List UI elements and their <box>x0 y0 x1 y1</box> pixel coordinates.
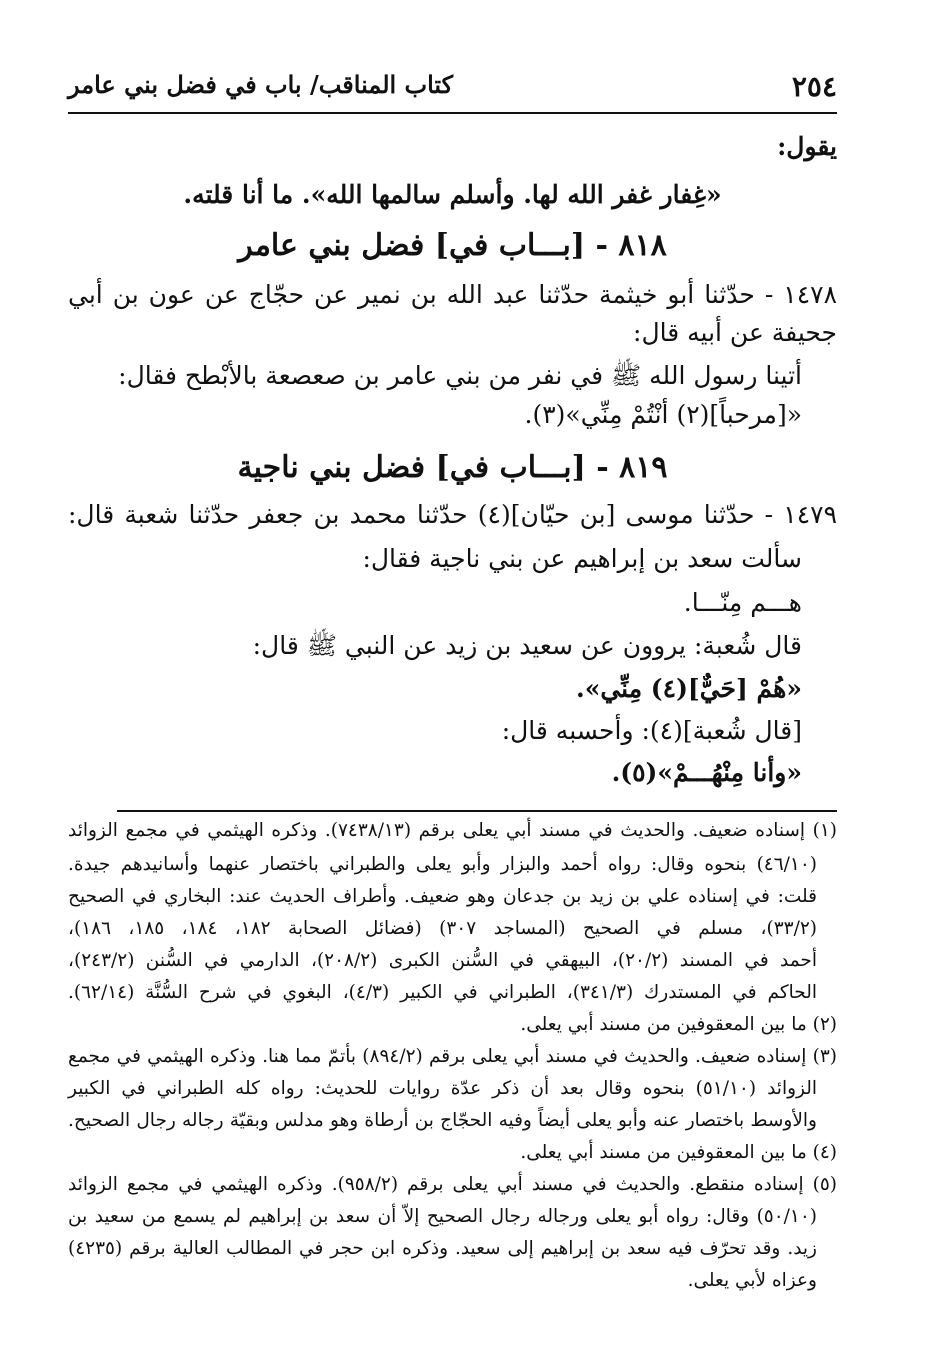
footnote-line: الزوائد (٥١/١٠) بنحوه وقال بعد أن ذكر عدّة روايات للحديث: رواه كله الطبراني في الكبير <box>68 1078 818 1099</box>
quote-line: «غِفار غفر الله لها. وأسلم سالمها الله». ما أنا قلته. <box>183 180 722 209</box>
hadith-1479-line-6: [قال شُعبة](٤): وأحسبه قال: <box>501 716 802 745</box>
hadith-1479-line-7: «وأنا مِنْهُـــمْ»(٥). <box>611 758 802 787</box>
hadith-1478-matn-2: «[مرحباً](٢) أنْتُمْ مِنِّي»(٣). <box>524 400 802 429</box>
page-number: ٢٥٤ <box>791 70 837 103</box>
hadith-1478-isnad-2: جحيفة عن أبيه قال: <box>633 318 837 347</box>
footnote-line: قلت: في إسناده علي بن زيد بن جدعان وهو ضعيف. وأطراف الحديث عند: البخاري في الصحيح <box>68 886 817 907</box>
page-header <box>68 62 837 114</box>
footnote-line: زيد. وقد تحرّف فيه سعد بن إبراهيم إلى سعيد. وذكره ابن حجر في المطالب العالية برقم (٤٢٣٥) <box>68 1238 817 1259</box>
footnote-line: (٣٣/٢)، مسلم في الصحيح (المساجد ٣٠٧) (فضائل الصحابة ١٨٢، ١٨٤، ١٨٥، ١٨٦)، <box>68 918 817 939</box>
hadith-1478-matn-1: أتينا رسول الله ﷺ في نفر من بني عامر بن صعصعة بالأبْطح فقال: <box>118 361 802 390</box>
footnote-line: (٤) ما بين المعقوفين من مسند أبي يعلى. <box>520 1142 837 1163</box>
footnote-line: وعزاه لأبي يعلى. <box>687 1270 817 1291</box>
footnote-line: (٤٦/١٠) بنحوه وقال: رواه أحمد والبزار وأبو يعلى والطبراني باختصار عنهما وأسانيدهم جيدة. <box>68 854 817 875</box>
footnote-separator <box>117 810 837 812</box>
footnote-line: أحمد في المسند (٢٠/٢)، البيهقي في السُّنن الكبرى (٢٠٨/٢)، الدارمي في السُّنن (٢٤٣/٢)، <box>68 950 818 971</box>
hadith-1479-line-5: «هُمْ [حَيٌّ](٤) مِنِّي». <box>575 674 802 703</box>
hadith-1479-line-2: سألت سعد بن إبراهيم عن بني ناجية فقال: <box>362 544 802 573</box>
hadith-1478-isnad-1: ١٤٧٨ - حدّثنا أبو خيثمة حدّثنا عبد الله بن نمير عن حجّاج عن عون بن أبي <box>68 280 837 309</box>
footnote-line: (٥) إسناده منقطع. والحديث في مسند أبي يعلى برقم (٩٥٨/٢). وذكره الهيثمي في مجمع الزوائد <box>68 1174 837 1195</box>
footnote-line: والأوسط باختصار عنه وأبو يعلى أيضاً وفيه الحجّاج بن أرطاة وهو مدلس وبقيّة رجاله رجال الصحيح. <box>68 1110 817 1131</box>
hadith-1479-isnad-1: ١٤٧٩ - حدّثنا موسى [بن حيّان](٤) حدّثنا محمد بن جعفر حدّثنا شعبة قال: <box>68 500 837 529</box>
chapter-heading-818: ٨١٨ - [بـــاب في] فضل بني عامر <box>238 228 667 263</box>
footnote-line: (١) إسناده ضعيف. والحديث في مسند أبي يعلى برقم (٧٤٣٨/١٣). وذكره الهيثمي في مجمع الزوائد <box>68 820 837 841</box>
chapter-heading-819: ٨١٩ - [بـــاب في] فضل بني ناجية <box>237 450 668 485</box>
running-title: كتاب المناقب/ باب في فضل بني عامر <box>68 70 454 99</box>
footnote-line: (٥٠/١٠) وقال: رواه أبو يعلى ورجاله رجال الصحيح إلاّ أن سعد بن إبراهيم لم يسمع من سعيد بن <box>68 1206 817 1227</box>
hadith-1479-line-3: هـــم مِنّـــا. <box>683 588 802 617</box>
footnote-line: (٢) ما بين المعقوفين من مسند أبي يعلى. <box>520 1014 837 1035</box>
intro-line: يقول: <box>777 132 837 161</box>
footnote-line: (٣) إسناده ضعيف. والحديث في مسند أبي يعلى برقم (٨٩٤/٢) بأتمّ مما هنا. وذكره الهيثمي في مجمع <box>68 1046 837 1067</box>
hadith-1479-line-4: قال شُعبة: يروون عن سعيد بن زيد عن النبي ﷺ قال: <box>252 631 802 660</box>
footnote-line: الحاكم في المستدرك (٣٤١/٣)، الطبراني في الكبير (٤/٣)، البغوي في شرح السُّنَّة (٦٢/١٤). <box>68 982 817 1003</box>
